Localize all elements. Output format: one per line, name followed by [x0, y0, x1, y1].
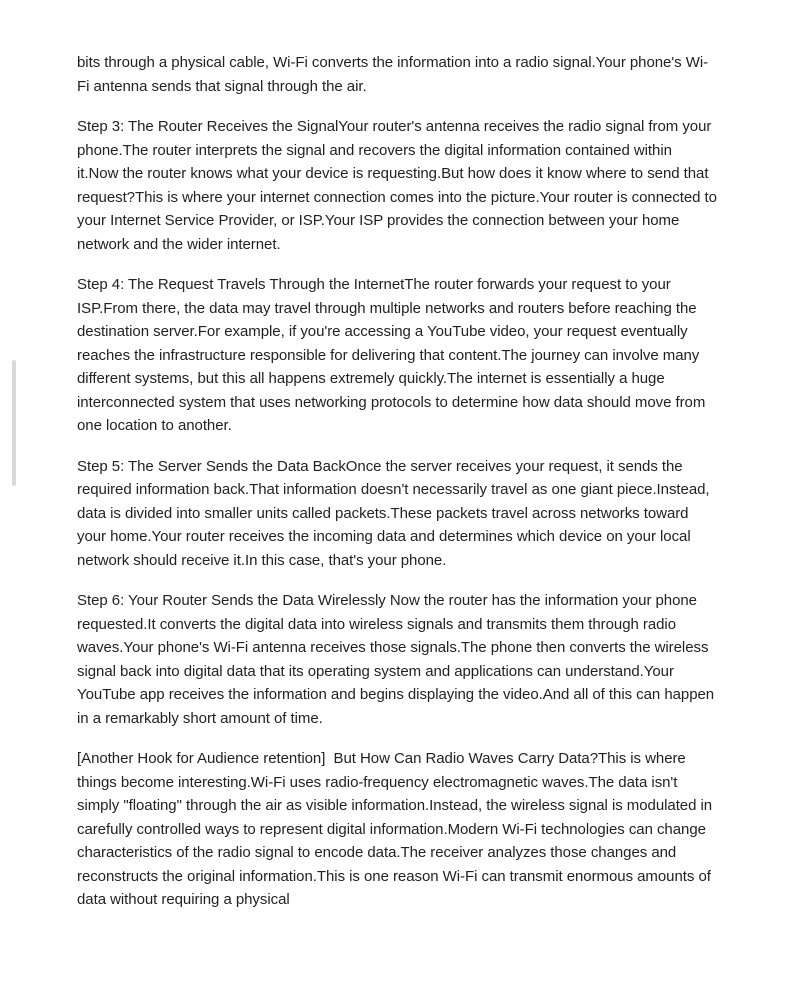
paragraph-step-6: Step 6: Your Router Sends the Data Wirelessly Now the router has the information your phone requested.It converts the digital data into wireless signals and transmits them through radio waves.Your phone's Wi-Fi antenna receives those signals.The phone then converts the wireless signal back into digital data that its operating system and applications can understand.Your YouTube app receives the information and begins displaying the video.And all of this can happen in a remarkably short amount of time. — [77, 592, 719, 727]
paragraph-radio-waves: [Another Hook for Audience retention] But How Can Radio Waves Carry Data?This is where things become interesting.Wi-Fi uses radio-frequency electromagnetic waves.The data isn't simply "floating" through the air as visible information.Instead, the wireless signal is modulated in carefully controlled ways to represent digital information.Modern Wi-Fi technologies can change characteristics of the radio signal to encode data.The receiver analyzes those changes and reconstructs the original information.This is one reason Wi-Fi can transmit enormous amounts of data without requiring a physical — [77, 750, 717, 908]
paragraph-step-5: Step 5: The Server Sends the Data BackOnce the server receives your request, it sends the required information back.That information doesn't necessarily travel as one giant piece.Instead, data is divided into smaller units called packets.These packets travel across networks toward your home.Your router receives the incoming data and determines which device on your local network should receive it.In this case, that's your phone. — [77, 457, 714, 569]
paragraph-step-4: Step 4: The Request Travels Through the InternetThe router forwards your request to your ISP.From there, the data may travel through multiple networks and routers before reaching the destination server.For example, if you're accessing a YouTube video, your request eventually reaches the infrastructure responsible for delivering that content.The journey can involve many different systems, but this all happens extremely quickly.The internet is essentially a huge interconnected system that uses networking protocols to determine how data should move from one location to another. — [77, 276, 710, 434]
paragraph-continuation: bits through a physical cable, Wi-Fi converts the information into a radio signal.Your phone's Wi-Fi antenna sends that signal through the air. — [77, 54, 709, 95]
paragraph-step-3: Step 3: The Router Receives the SignalYour router's antenna receives the radio signal from your phone.The router interprets the signal and recovers the digital information contained within it.Now the router knows what your device is requesting.But how does it know where to send that request?This is where your internet connection comes into the picture.Your router is connected to your Internet Service Provider, or ISP.Your ISP provides the connection between your home network and the wider internet. — [77, 118, 722, 253]
document-body — [77, 51, 722, 929]
scrollbar-thumb[interactable] — [12, 360, 16, 486]
